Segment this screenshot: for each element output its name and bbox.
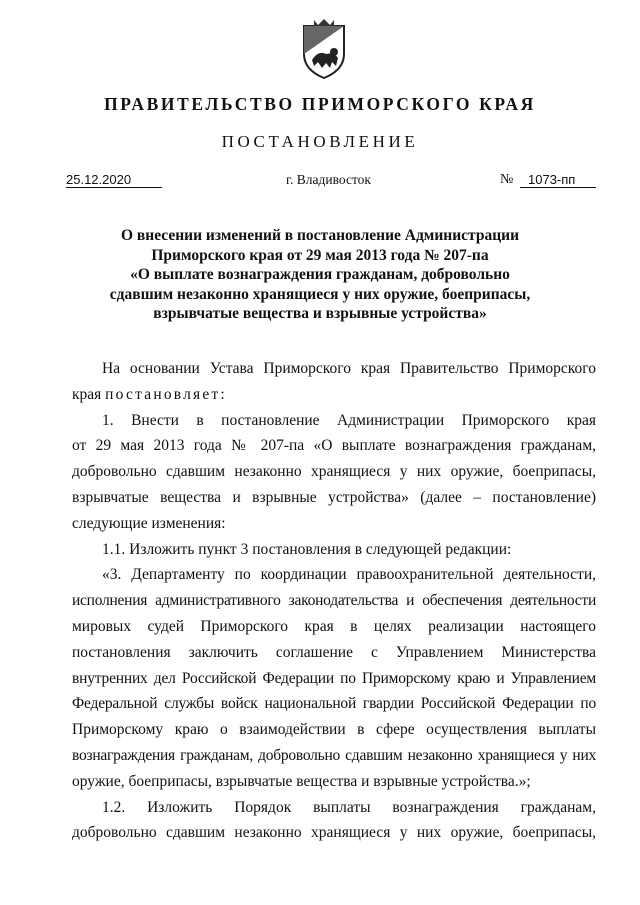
- subject-line: О внесении изменений в постановление Администрации: [120, 227, 519, 244]
- body-line: добровольно сдавшим незаконно хранящиеся у них оружие, боеприпасы,: [72, 824, 596, 842]
- document-body: [72, 356, 596, 846]
- subject-line: Приморского края от 29 мая 2013 года № 207-па: [151, 246, 489, 264]
- body-line: Приморскому краю о взаимодействии в сфере осуществления выплаты: [72, 721, 596, 739]
- body-line: следующие изменения:: [72, 514, 226, 532]
- body-line: 1.1. Изложить пункт 3 постановления в следующей редакции:: [102, 540, 512, 558]
- document-meta: [66, 172, 596, 192]
- body-line: «3. Департаменту по координации правоохранительной деятельности,: [102, 566, 596, 584]
- body-line: внутренних дел Российской Федерации по Приморскому краю и Управлением: [72, 669, 596, 687]
- number-sign: №: [500, 172, 514, 187]
- document-city: г. Владивосток: [286, 172, 371, 187]
- body-line: 1.2. Изложить Порядок выплаты вознаграждения гражданам,: [102, 798, 596, 816]
- document-date: 25.12.2020: [66, 172, 162, 188]
- body-line: Федеральной службы войск национальной гвардии Российской Федерации по: [72, 695, 596, 713]
- body-line: вознаграждения гражданам, добровольно сдавшим незаконно хранящиеся у них: [72, 746, 596, 764]
- body-line-resolves: [72, 382, 596, 408]
- body-word: края: [72, 385, 102, 403]
- subject-line: «О выплате вознаграждения гражданам, добровольно: [130, 266, 510, 283]
- government-title: ПРАВИТЕЛЬСТВО ПРИМОРСКОГО КРАЯ: [104, 94, 536, 114]
- body-line: добровольно сдавшим незаконно хранящиеся у них оружие, боеприпасы,: [72, 463, 596, 481]
- body-line: мировых судей Приморского края в целях реализации настоящего: [72, 617, 596, 635]
- body-line: 1. Внести в постановление Администрации Приморского края: [102, 411, 596, 429]
- body-line: оружие, боеприпасы, взрывчатые вещества и взрывные устройства.»;: [72, 772, 531, 790]
- subject-line: сдавшим незаконно хранящиеся у них оружие, боеприпасы,: [109, 285, 531, 303]
- document-type: ПОСТАНОВЛЕНИЕ: [221, 132, 419, 151]
- body-line: На основании Устава Приморского края Правительство Приморского: [102, 360, 596, 377]
- subject-line: взрывчатые вещества и взрывные устройства»: [153, 305, 487, 322]
- body-line: исполнения административного законодательства и обеспечения деятельности: [72, 592, 596, 610]
- body-spaced-word: постановляет:: [105, 385, 227, 403]
- document-number: 1073-пп: [520, 172, 596, 188]
- body-line: от 29 мая 2013 года № 207-па «О выплате вознаграждения гражданам,: [72, 437, 596, 455]
- document-subject: [70, 226, 570, 324]
- body-line: взрывчатые вещества и взрывные устройства» (далее – постановление): [72, 488, 596, 506]
- body-line: постановления заключить соглашение с Управлением Министерства: [72, 643, 596, 661]
- coat-of-arms-icon: [296, 16, 352, 80]
